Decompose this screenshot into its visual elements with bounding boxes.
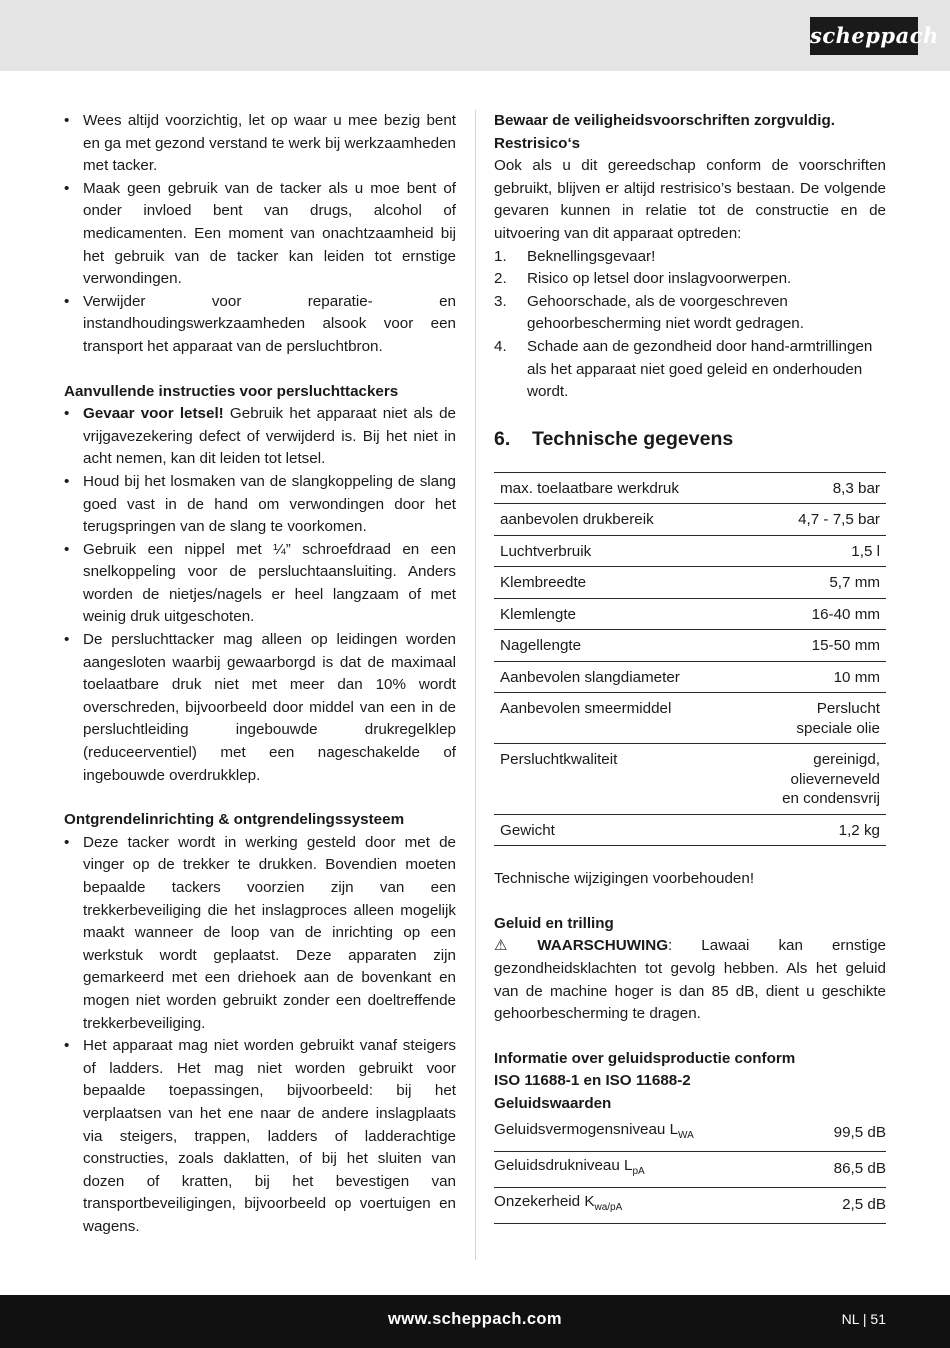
danger-label: Gevaar voor letsel!	[83, 405, 224, 423]
noise-label: Geluidsvermogensniveau $L_{WA}$	[494, 1120, 694, 1141]
item-number: 2.	[494, 270, 507, 288]
table-row	[494, 1151, 886, 1187]
table-row	[494, 814, 886, 846]
warning-triangle-icon: ⚠	[494, 937, 533, 955]
list-item: • Verwijder voor reparatie- en instandhoudingswerkzaamheden alsook voor een transport het apparaat van de persluchtbron.	[64, 291, 456, 359]
list-item	[494, 268, 886, 291]
spec-label: Klembreedte	[500, 574, 587, 592]
list-item: • Houd bij het losmaken van de slangkoppeling de slang goed vast in de hand om verwondingen door het terugspringen van de slang te voorkomen.	[64, 471, 456, 539]
table-row	[494, 535, 886, 567]
table-row	[494, 1187, 886, 1223]
sound-vibration-heading: Geluid en trilling	[494, 914, 614, 932]
item-text: Risico op letsel door inslagvoorwerpen.	[527, 270, 792, 288]
header-band	[0, 0, 950, 71]
spec-value: 4,7 - 7,5 bar	[798, 511, 880, 529]
danger-text: Gebruik het apparaat niet als de vrijgavezekering defect of verwijderd is. Bij het niet in acht nemen, kan dit leiden tot letsel.	[83, 405, 456, 468]
list-item: • Deze tacker wordt in werking gesteld door met de vinger op de trekker te drukken. Bovendien moeten bepaalde tackers voorzien zijn van een trekkerbeveiliging die het inslagproces alleen mogelijk maakt wanneer de loop van de inrichting op een werkstuk wordt geplaatst. Deze apparaten zijn gemarkeerd met een driehoek aan de bovenkant en mogen niet worden gebruikt zonder een doeltreffende trekkerbeveiliging.	[64, 832, 456, 1035]
spec-label: aanbevolen drukbereik	[500, 511, 654, 529]
table-row	[494, 504, 886, 536]
spec-value: 5,7 mm	[829, 574, 880, 592]
table-row	[494, 1116, 886, 1152]
noise-info-line-1: Informatie over geluidsproductie conform	[494, 1049, 796, 1067]
noise-value: 99,5 dB	[833, 1123, 886, 1141]
spec-label: Aanbevolen slangdiameter	[500, 668, 680, 686]
item-text: Gehoorschade, als de voorgeschreven gehoorbescherming niet wordt gedragen.	[527, 292, 804, 333]
list-item: • Wees altijd voorzichtig, let op waar u mee bezig bent en ga met gezond verstand te werk bij werkzaamheden met tacker.	[64, 110, 456, 178]
website-link[interactable]: www.scheppach.com	[388, 1310, 562, 1328]
warning-label: WAARSCHUWING	[537, 937, 669, 955]
residual-risks-heading: Restrisico‘s	[494, 134, 581, 152]
table-row	[494, 567, 886, 599]
noise-value: 86,5 dB	[833, 1159, 886, 1177]
table-row	[494, 630, 886, 662]
noise-value: 2,5 dB	[842, 1195, 886, 1213]
spec-label: Luchtverbruik	[500, 542, 592, 560]
spec-value: 10 mm	[833, 668, 880, 686]
warning-paragraph	[494, 935, 886, 1025]
item-number: 3.	[494, 292, 507, 310]
scheppach-logo: scheppach	[810, 17, 918, 55]
spec-value: 16-40 mm	[811, 605, 880, 623]
item-text: Beknellingsgevaar!	[527, 247, 656, 265]
additional-instructions-heading: Aanvullende instructies voor persluchttackers	[64, 382, 399, 400]
general-safety-list	[64, 110, 456, 359]
release-system-list	[64, 832, 456, 1239]
list-item: • Maak geen gebruik van de tacker als u moe bent of onder invloed bent van drugs, alcohol of medicamenten. Een moment van onachtzaamheid bij het gebruik van de tacker kan leiden tot ernstige verwondingen.	[64, 178, 456, 291]
table-row	[494, 693, 886, 744]
item-number: 1.	[494, 247, 507, 265]
technical-data-table	[494, 472, 886, 847]
list-item	[494, 291, 886, 336]
spec-label: Nagellengte	[500, 637, 582, 655]
page-number: NL | 51	[841, 1311, 886, 1327]
additional-instructions-list	[64, 403, 456, 787]
table-row	[494, 744, 886, 815]
spec-value: 8,3 bar	[832, 479, 880, 497]
list-item: • Het apparaat mag niet worden gebruikt vanaf steigers of ladders. Het mag niet worden gebruikt voor bepaalde toepassingen, bijvoorbeeld: bij het verplaatsen van het ene naar de andere inslagplaats via steigers, trappen, ladders of ladderachtige constructies, zoals daklatten, of bij het sluiten van dozen of kratten, bij het bevestigen van transportbeveiligingen, bijvoorbeeld op voertuigen en wagens.	[64, 1035, 456, 1238]
list-item	[494, 336, 886, 404]
spec-label: Klemlengte	[500, 605, 576, 623]
table-row	[494, 472, 886, 504]
footer-bar	[0, 1295, 950, 1348]
spec-value: gereinigd, olieverneveld en condensvrij	[782, 751, 880, 808]
spec-value: 1,5 l	[851, 542, 880, 560]
noise-label: Onzekerheid $K_{wa/pA}$	[494, 1192, 623, 1213]
noise-info-line-2: ISO 11688-1 en ISO 11688-2	[494, 1072, 691, 1090]
spec-label: max. toelaatbare werkdruk	[500, 479, 679, 497]
spec-label: Gewicht	[500, 821, 555, 839]
keep-instructions-heading: Bewaar de veiligheidsvoorschriften zorgvuldig.	[494, 112, 835, 129]
spec-value: 15-50 mm	[811, 637, 880, 655]
list-item	[64, 403, 456, 471]
list-item: • Gebruik een nippel met ¼” schroefdraad en een snelkoppeling voor de persluchtaansluiting. Anders worden de nietjes/nagels er heel langzaam of met weinig druk uitgeschoten.	[64, 539, 456, 629]
release-system-heading: Ontgrendelinrichting & ontgrendelingssysteem	[64, 811, 405, 829]
residual-risks-list	[494, 246, 886, 404]
list-item: • De persluchttacker mag alleen op leidingen worden aangesloten waarbij gewaarborgd is dat de maximaal toelaatbare druk niet met meer dan 10% wordt overschreden, bijvoorbeeld door middel van een in de persluchtleiding ingebouwde drukregelklep (reduceerventiel) met een nageschakelde of ingebouwde overdrukklep.	[64, 629, 456, 787]
section-title	[494, 426, 886, 452]
noise-values-heading: Geluidswaarden	[494, 1094, 612, 1112]
noise-label: Geluidsdrukniveau $L_{pA}$	[494, 1156, 645, 1177]
column-divider	[475, 110, 476, 1260]
list-item	[494, 246, 886, 269]
spec-value: Perslucht speciale olie	[796, 700, 880, 737]
right-column	[494, 110, 886, 1224]
section-number: 6.	[494, 427, 511, 450]
table-row	[494, 661, 886, 693]
technical-note: Technische wijzigingen voorbehouden!	[494, 870, 755, 888]
item-number: 4.	[494, 337, 507, 355]
left-column	[64, 110, 456, 1239]
item-text: Schade aan de gezondheid door hand-armtrillingen als het apparaat niet goed geleid en onderhouden wordt.	[527, 337, 873, 401]
spec-label: Aanbevolen smeermiddel	[500, 700, 672, 718]
table-row	[494, 598, 886, 630]
residual-risks-intro: Ook als u dit gereedschap conform de voorschriften gebruikt, blijven er altijd restrisico’s bestaan. De volgende gevaren kunnen in relatie tot de constructie en de uitvoering van dit apparaat optreden:	[494, 157, 886, 242]
spec-value: 1,2 kg	[838, 821, 880, 839]
warning-text: : Lawaai kan ernstige gezondheidsklachten tot gevolg hebben. Als het geluid van de machine hoger is dan 85 dB, dient u geschikte gehoorbescherming te dragen.	[494, 937, 886, 1023]
section-title-text: Technische gegevens	[532, 427, 734, 450]
spec-label: Persluchtkwaliteit	[500, 751, 618, 769]
noise-values-table	[494, 1116, 886, 1224]
